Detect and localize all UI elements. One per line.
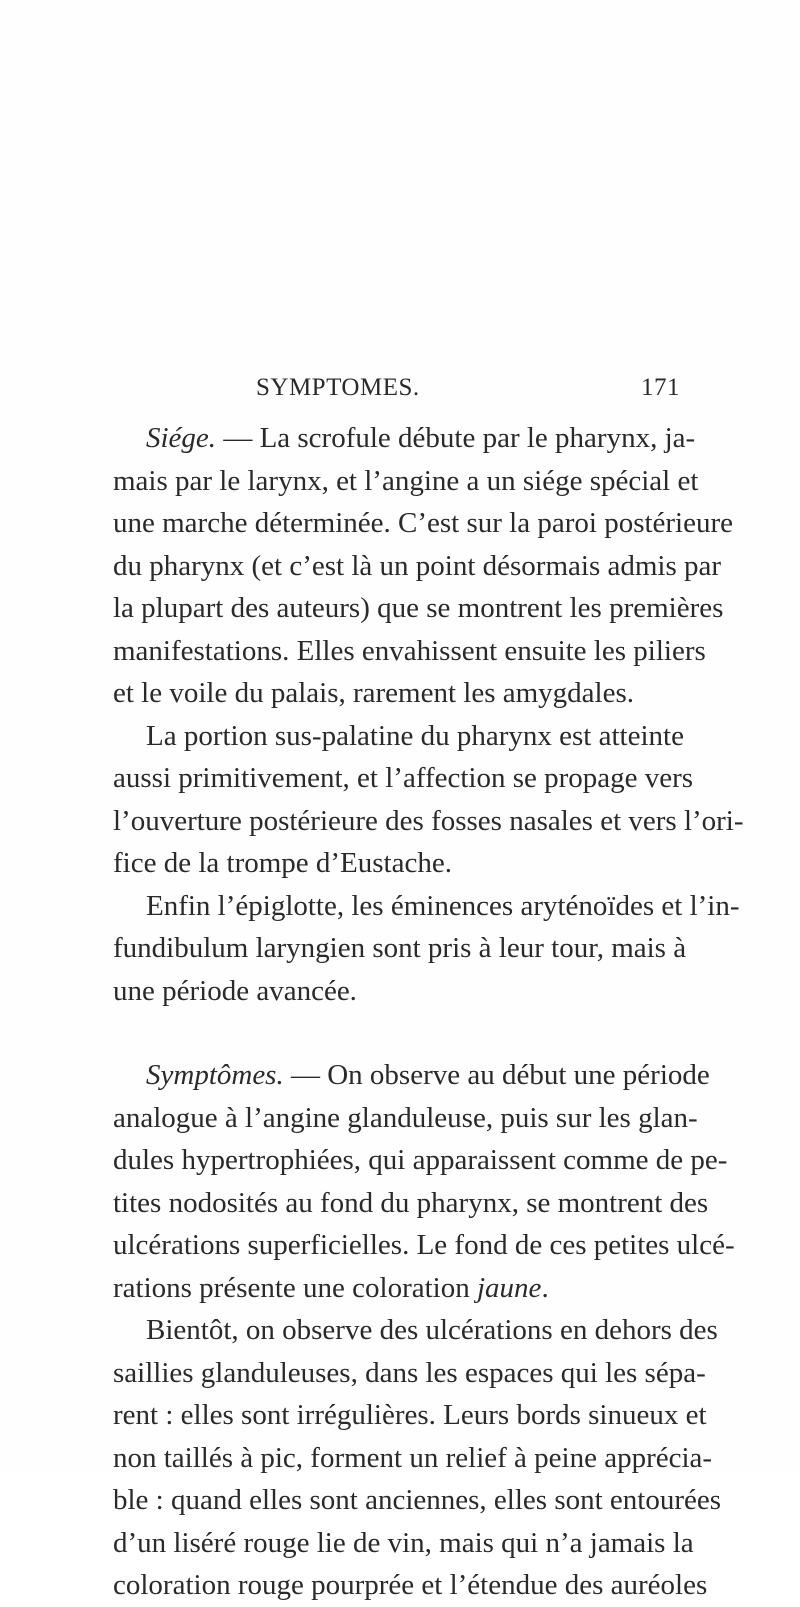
text-line: non taillés à pic, forment un relief à peine apprécia-	[113, 1441, 713, 1474]
running-title: SYMPTOMES.	[256, 374, 420, 401]
text-line: dules hypertrophiées, qui apparaissent comme de pe-	[113, 1144, 728, 1176]
body-text	[113, 417, 744, 1607]
text-line: fundibulum laryngien sont pris à leur tour, mais à	[113, 932, 687, 964]
line-text: — La scrofule débute par le pharynx, ja-	[216, 422, 696, 454]
text-line: aussi primitivement, et l’affection se propage vers	[113, 762, 694, 794]
paragraph-bientot	[113, 1309, 722, 1607]
line-text: rations présente une coloration	[113, 1271, 477, 1304]
paragraph-siege	[113, 417, 734, 715]
text-line: coloration rouge pourprée et l’étendue des auréoles	[113, 1569, 708, 1601]
text-line	[113, 1267, 680, 1310]
text-line: une période avancée.	[113, 974, 357, 1007]
running-head	[256, 374, 680, 406]
text-line: analogue à l’angine glanduleuse, puis sur les glan-	[113, 1101, 698, 1134]
emphasis-jaune: jaune	[477, 1271, 542, 1304]
line-text: — On observe au début une période	[283, 1059, 710, 1091]
text-line: et le voile du palais, rarement les amygdales.	[113, 677, 635, 709]
page-number: 171	[641, 374, 680, 401]
paragraph-enfin	[113, 885, 740, 1013]
text-line: rent : elles sont irrégulières. Leurs bords sinueux et	[113, 1399, 707, 1431]
text-line: fice de la trompe d’Eustache.	[113, 847, 452, 879]
text-line: Enfin l’épiglotte, les éminences aryténoïdes et l’in-	[146, 889, 740, 922]
text-line: saillies glanduleuses, dans les espaces qui les sépa-	[113, 1356, 706, 1389]
text-line	[113, 1054, 710, 1097]
paragraph-gap	[113, 1012, 680, 1054]
text-line: l’ouverture postérieure des fosses nasales et vers l’ori-	[113, 804, 744, 837]
text-line: Bientôt, on observe des ulcérations en dehors des	[146, 1314, 718, 1346]
text-line: ulcérations superficielles. Le fond de ces petites ulcé-	[113, 1229, 735, 1261]
text-line: La portion sus-palatine du pharynx est atteinte	[146, 719, 684, 752]
text-line: la plupart des auteurs) que se montrent les premières	[113, 592, 724, 624]
section-heading-siege: Siége.	[146, 422, 217, 454]
text-line: ble : quand elles sont anciennes, elles sont entourées	[113, 1484, 722, 1516]
paragraph-symptomes	[113, 1054, 735, 1309]
text-line: manifestations. Elles envahissent ensuite les piliers	[113, 634, 706, 667]
text-line: une marche déterminée. C’est sur la paroi postérieure	[113, 507, 734, 539]
line-text: .	[541, 1271, 549, 1304]
section-heading-symptomes: Symptômes.	[146, 1059, 284, 1091]
text-line: mais par le larynx, et l’angine a un siége spécial et	[113, 464, 699, 497]
text-line: d’un liséré rouge lie de vin, mais qui n’a jamais la	[113, 1526, 694, 1559]
text-line: tites nodosités au fond du pharynx, se montrent des	[113, 1186, 709, 1219]
paragraph-portion	[113, 715, 744, 885]
text-line	[113, 417, 696, 460]
text-line: du pharynx (et c’est là un point désormais admis par	[113, 549, 722, 582]
